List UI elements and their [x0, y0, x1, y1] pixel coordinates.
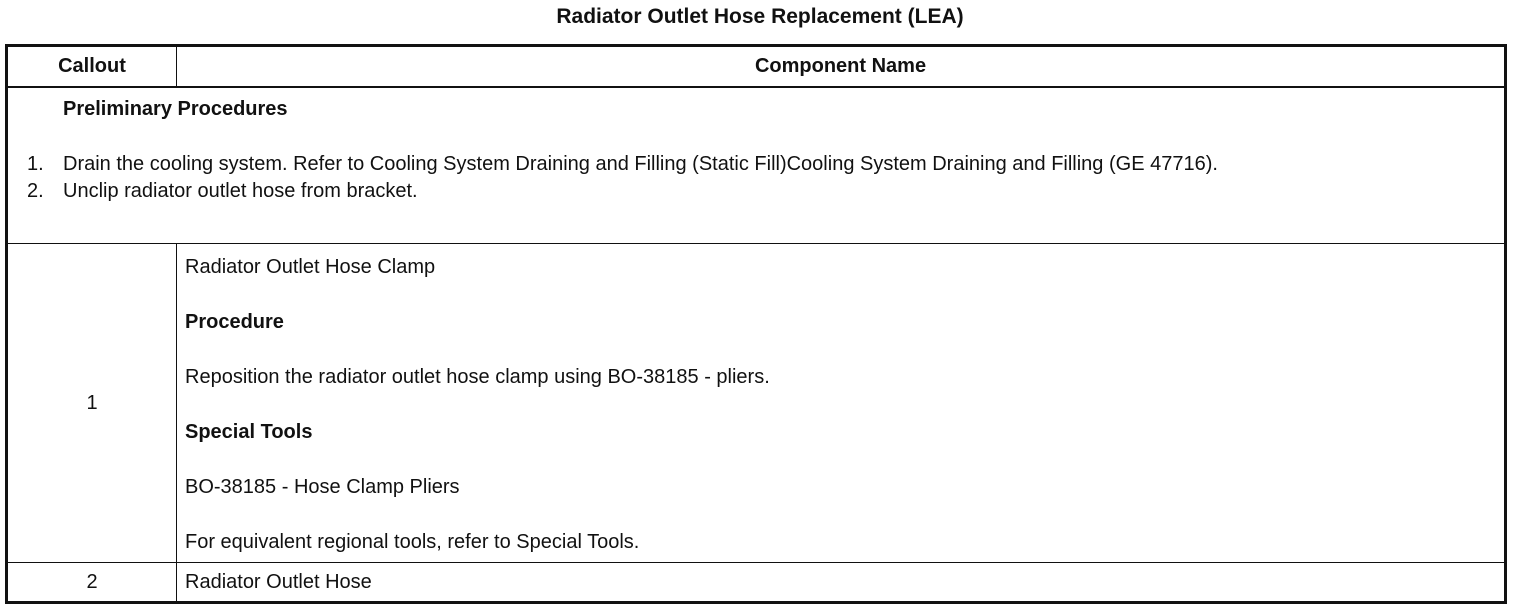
table-row — [7, 563, 1506, 603]
component-cell — [177, 244, 1506, 563]
table-header-row — [7, 46, 1506, 88]
special-tools-heading: Special Tools — [185, 421, 313, 443]
preliminary-step — [27, 151, 1464, 178]
preliminary-steps-list — [27, 151, 1464, 205]
component-cell: Radiator Outlet Hose — [177, 563, 1506, 603]
procedure-heading: Procedure — [185, 311, 284, 333]
callout-column-header: Callout — [7, 46, 177, 88]
special-tools-note: For equivalent regional tools, refer to Special Tools. — [185, 531, 640, 553]
component-table — [5, 44, 1507, 604]
component-name-column-header: Component Name — [177, 46, 1506, 88]
procedure-text: Reposition the radiator outlet hose clamp using BO-38185 - pliers. — [185, 366, 770, 388]
preliminary-procedures-cell — [7, 87, 1506, 244]
step-text: Drain the cooling system. Refer to Cooling System Draining and Filling (Static Fill)Cooling System Draining and Filling (GE 47716). — [63, 153, 1218, 175]
special-tools-text: BO-38185 - Hose Clamp Pliers — [185, 476, 460, 498]
step-number: 1. — [27, 153, 44, 175]
component-name: Radiator Outlet Hose Clamp — [185, 256, 436, 278]
document-title: Radiator Outlet Hose Replacement (LEA) — [556, 5, 964, 28]
step-text: Unclip radiator outlet hose from bracket. — [63, 180, 418, 202]
preliminary-step — [27, 178, 1464, 205]
preliminary-procedures-row — [7, 87, 1506, 244]
table-row — [7, 244, 1506, 563]
callout-cell: 2 — [7, 563, 177, 603]
callout-cell: 1 — [7, 244, 177, 563]
step-number: 2. — [27, 180, 44, 202]
preliminary-procedures-heading: Preliminary Procedures — [63, 98, 288, 120]
